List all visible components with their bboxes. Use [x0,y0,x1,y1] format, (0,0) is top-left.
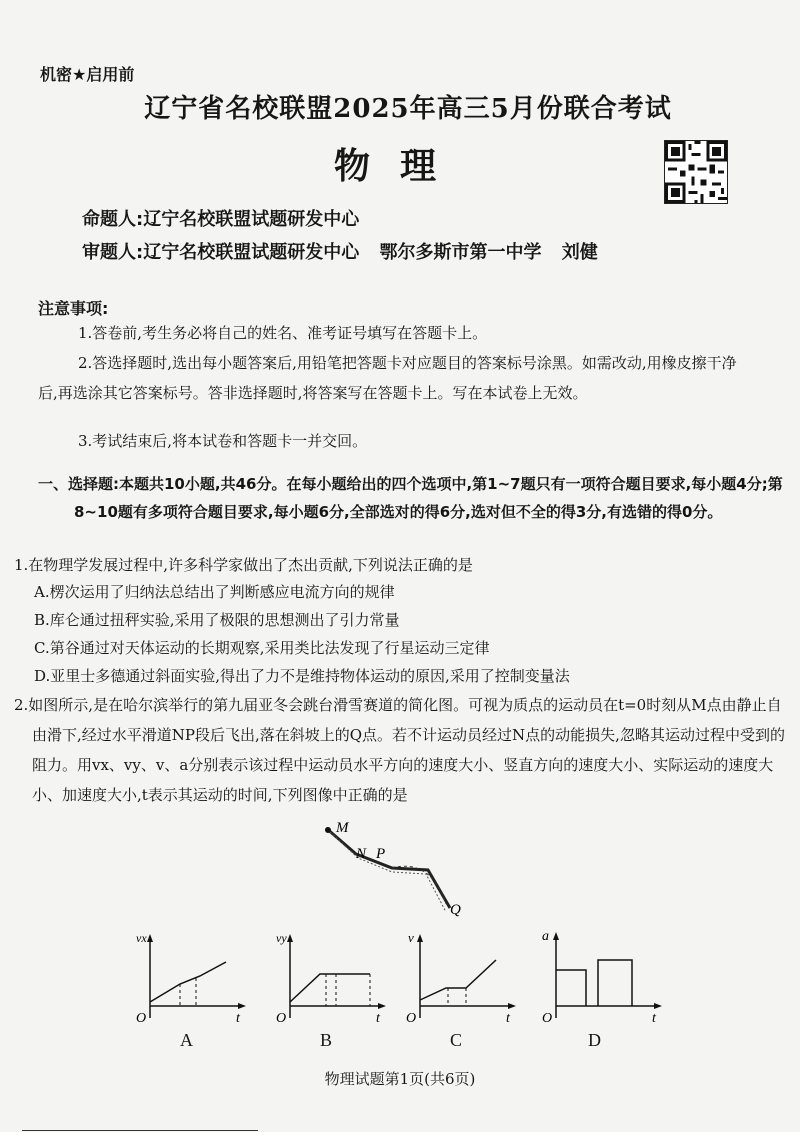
graph-c-y-label: v [408,930,414,945]
exam-reviewer [82,238,612,264]
divider [22,1130,258,1131]
reviewer-name: 刘健 [561,242,598,263]
graph-a-y-label: vx [136,931,147,945]
graph-b-option-label: B [320,1030,333,1050]
graph-d-y-label: a [542,929,549,944]
graph-d-segment-1 [556,970,586,1006]
ski-track-line [326,828,450,908]
page-footer: 物理试题第1页(共6页) [324,1070,476,1088]
reviewer-school: 鄂尔多斯市第一中学 [379,242,542,263]
graph-a-origin: O [136,1011,147,1026]
graph-b-y-label: vy [276,931,287,945]
exam-title: 辽宁省名校联盟2025年高三5月份联合考试 [144,94,672,124]
graph-c-x-label: t [506,1011,510,1026]
graph-b-x-label: t [376,1011,380,1026]
graph-d-x-label: t [652,1011,656,1026]
point-p-label: P [376,846,386,862]
question-1-option-c: C.第谷通过对天体运动的长期观察,采用类比法发现了行星运动三定律 [34,639,490,657]
graph-a-curve [150,962,226,1002]
graph-d [536,922,666,1028]
graph-a [130,928,250,1028]
question-1-option-d: D.亚里士多德通过斜面实验,得出了力不是维持物体运动的原因,采用了控制变量法 [34,667,570,685]
graph-d-segment-2 [598,960,632,1006]
graph-d-option-label: D [588,1030,601,1050]
question-1-stem: 1.在物理学发展过程中,许多科学家做出了杰出贡献,下列说法正确的是 [14,556,473,574]
question-1-option-a: A.楞次运用了归纳法总结出了判断感应电流方向的规律 [34,583,395,601]
graph-c [400,928,520,1028]
graph-c-curve [420,960,496,1000]
graph-d-origin: O [542,1011,553,1026]
note-item: 1.答卷前,考生务必将自己的姓名、准考证号填写在答题卡上。 [78,324,488,342]
graph-a-x-label: t [236,1011,240,1026]
qr-code-icon [664,140,728,204]
point-n-label: N [356,846,367,862]
section-heading: 一、选择题:本题共10小题,共46分。在每小题给出的四个选项中,第1~7题只有一项符合题目要求,每小题4分;第8~10题有多项符合题目要求,每小题6分,全部选对的得6分,选对但不全的得3分,有选错的得0分。 [38,475,783,521]
graph-c-option-label: C [450,1030,463,1050]
confidential-label: 机密★启用前 [40,65,135,84]
exam-setter: 命题人:辽宁名校联盟试题研发中心 [82,209,360,230]
graph-b-origin: O [276,1011,287,1026]
reviewer-label: 审题人:辽宁名校联盟试题研发中心 [82,242,360,263]
graph-b-curve [290,974,370,1002]
graph-a-option-label: A [180,1030,193,1050]
question-2-stem: 2.如图所示,是在哈尔滨举行的第九届亚冬会跳台滑雪赛道的简化图。可视为质点的运动员在t=0时刻从M点由静止自由滑下,经过水平滑道NP段后飞出,落在斜坡上的Q点。若不计运动员经过N点的动能损失,忽略其运动过程中受到的阻力。用vx、vy、v、a分别表示该过程中运动员水平方向的速度大小、竖直方向的速度大小、实际运动的速度大小、加速度大小,t表示其运动的时间,下列图像中正确的是 [14,696,785,804]
skier-dot [325,827,331,833]
graph-c-origin: O [406,1011,417,1026]
subject-title: 物理 [333,146,466,187]
notes-heading: 注意事项: [38,299,109,318]
point-m-label: M [336,820,349,836]
graph-b [270,928,390,1028]
ski-track-diagram [300,818,480,928]
question-1-option-b: B.库仑通过扭秤实验,采用了极限的思想测出了引力常量 [34,611,400,629]
note-item: 2.答选择题时,选出每小题答案后,用铅笔把答题卡对应题目的答案标号涂黑。如需改动,用橡皮擦干净后,再选涂其它答案标号。答非选择题时,将答案写在答题卡上。写在本试卷上无效。 [38,354,737,402]
note-item: 3.考试结束后,将本试卷和答题卡一并交回。 [78,432,368,450]
point-q-label: Q [450,902,461,918]
